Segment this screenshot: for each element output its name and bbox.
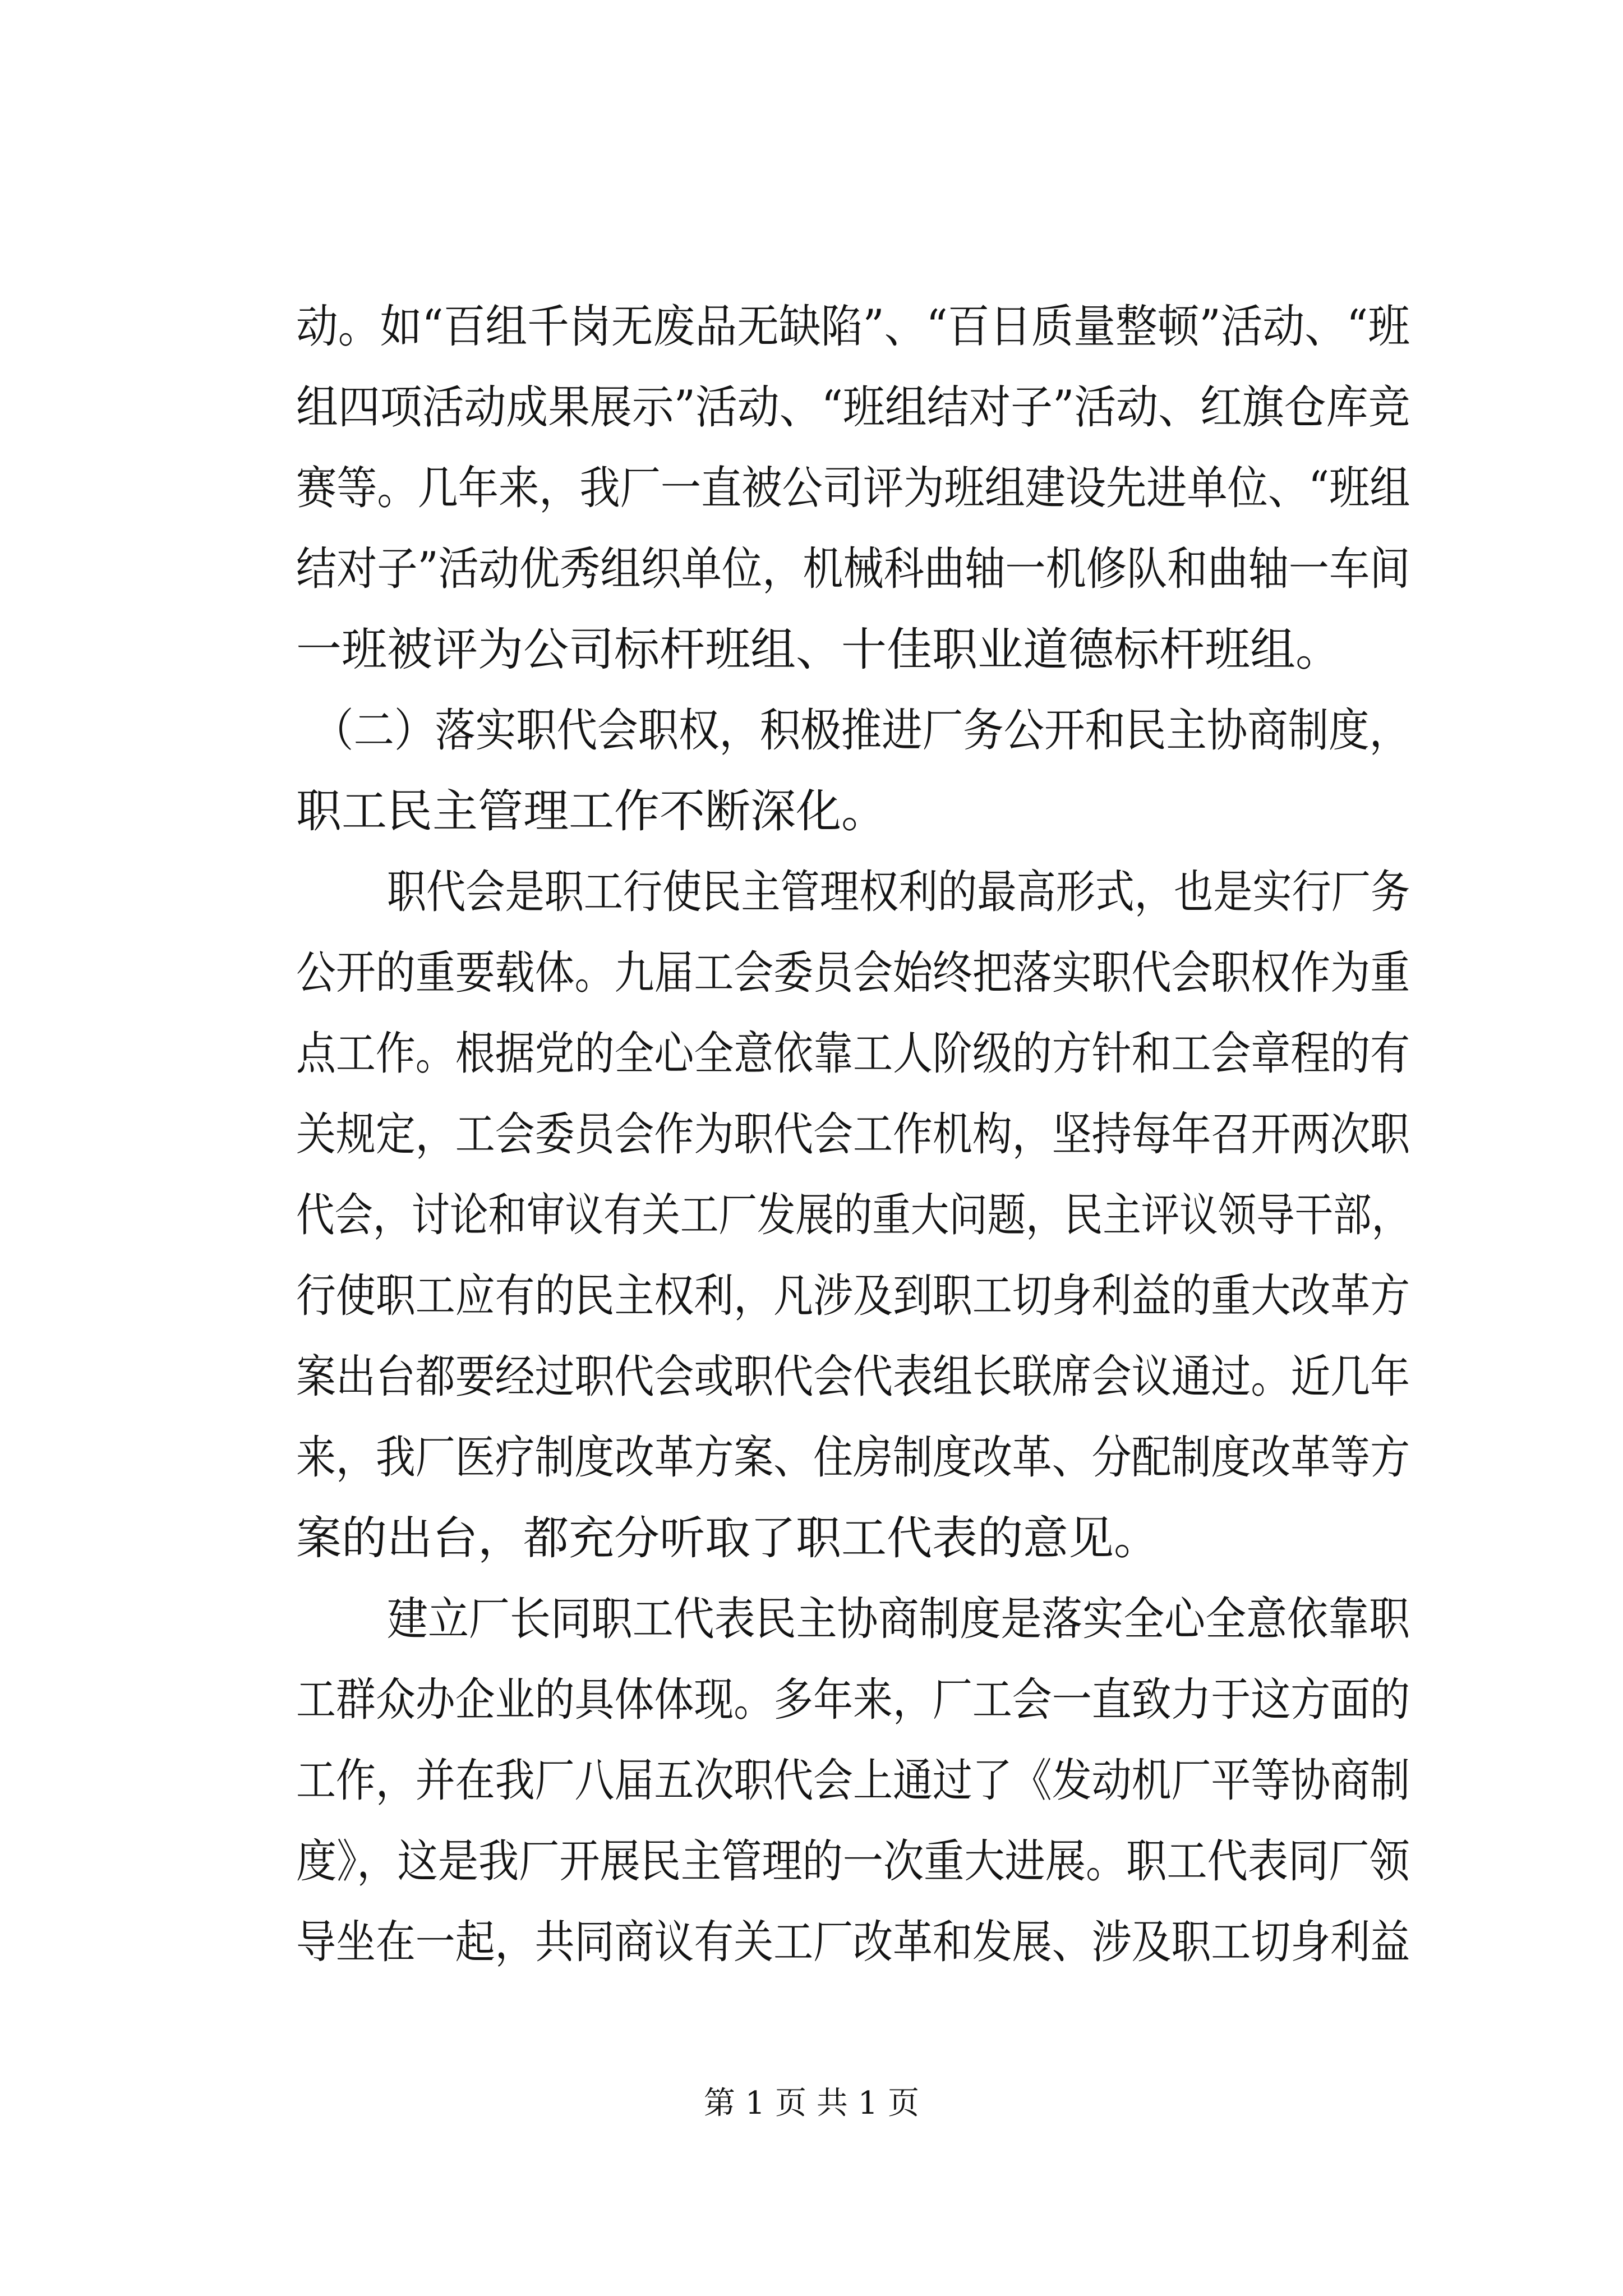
text-line: 工作，并在我厂八届五次职代会上通过了《发动机厂平等协商制: [296, 1755, 1410, 1807]
text-line: 行使职工应有的民主权利，凡涉及到职工切身利益的重大改革方: [296, 1270, 1410, 1323]
text-line: 关规定，工会委员会作为职代会工作机构，坚持每年召开两次职: [296, 1108, 1410, 1161]
text-line: 组四项活动成果展示”活动、“班组结对子”活动、红旗仓库竞: [296, 381, 1410, 434]
page-number-footer: 第 1 页 共 1 页: [703, 2085, 920, 2122]
text-line: 案的出台，都充分听取了职工代表的意见。: [296, 1512, 1160, 1565]
text-line: 点工作。根据党的全心全意依靠工人阶级的方针和工会章程的有: [296, 1028, 1410, 1080]
text-line: 结对子”活动优秀组织单位，机械科曲轴一机修队和曲轴一车间: [296, 543, 1410, 596]
text-line: 赛等。几年来，我厂一直被公司评为班组建设先进单位、“班组: [296, 462, 1410, 515]
text-line: 职代会是职工行使民主管理权利的最高形式，也是实行厂务: [387, 866, 1410, 919]
text-line: 建立厂长同职工代表民主协商制度是落实全心全意依靠职: [387, 1593, 1410, 1646]
section-heading-line: 职工民主管理工作不断深化。: [296, 785, 887, 838]
text-line: 工群众办企业的具体体现。多年来，厂工会一直致力于这方面的: [296, 1674, 1410, 1727]
text-line: 度》，这是我厂开展民主管理的一次重大进展。职工代表同厂领: [296, 1835, 1410, 1888]
text-line: 来，我厂医疗制度改革方案、住房制度改革、分配制度改革等方: [296, 1432, 1410, 1484]
text-line: 导坐在一起，共同商议有关工厂改革和发展、涉及职工切身利益: [296, 1916, 1410, 1969]
text-line: 案出台都要经过职代会或职代会代表组长联席会议通过。近几年: [296, 1351, 1410, 1404]
section-heading-line: （二）落实职代会职权，积极推进厂务公开和民主协商制度，: [313, 705, 1410, 757]
text-line: 一班被评为公司标杆班组、十佳职业道德标杆班组。: [296, 624, 1341, 677]
text-line: 动。如“百组千岗无废品无缺陷”、“百日质量整顿”活动、“班: [296, 301, 1410, 353]
text-line: 公开的重要载体。九届工会委员会始终把落实职代会职权作为重: [296, 947, 1410, 1000]
text-line: 代会，讨论和审议有关工厂发展的重大问题，民主评议领导干部，: [296, 1189, 1410, 1242]
